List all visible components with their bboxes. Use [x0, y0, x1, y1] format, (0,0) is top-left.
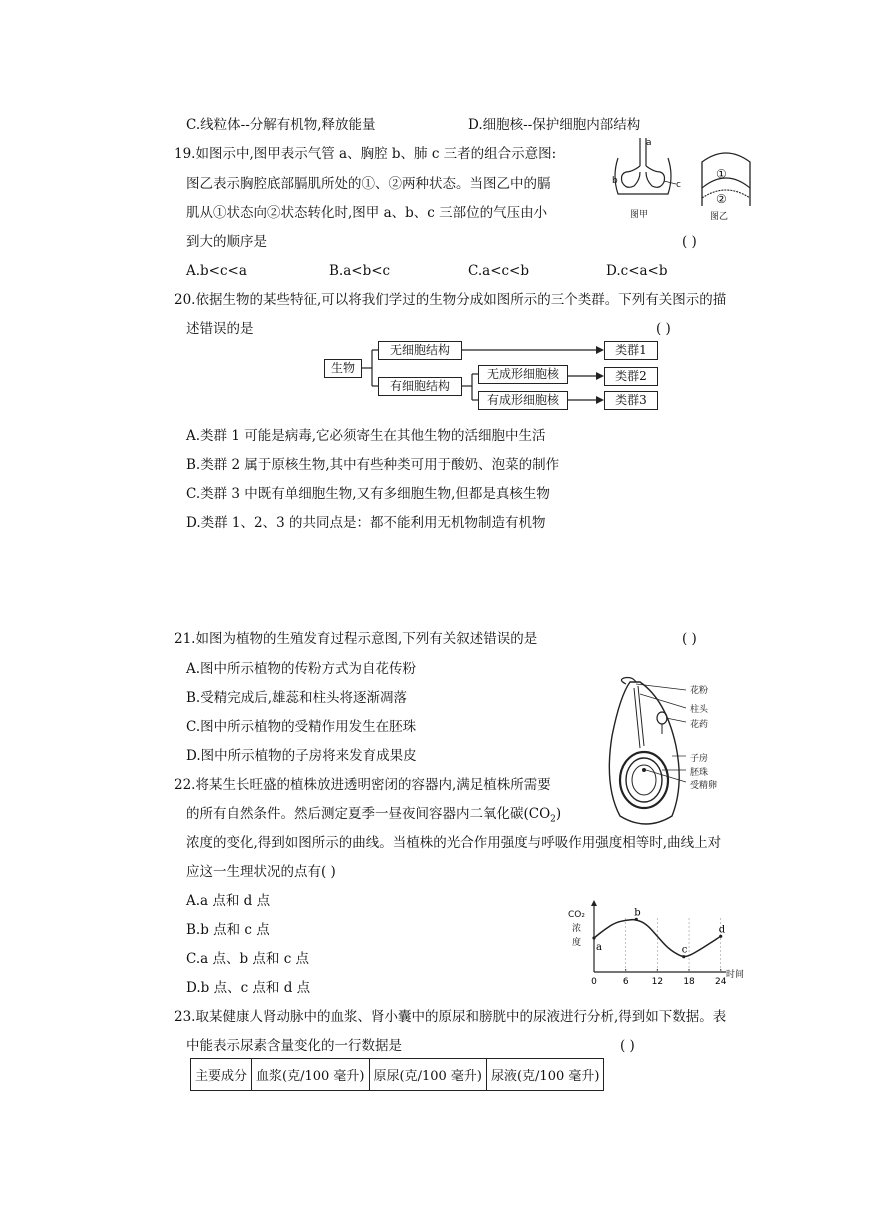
- node-organism: 生物: [324, 359, 362, 378]
- y-axis-arrow: [591, 900, 597, 906]
- x-tick-label: 18: [683, 977, 695, 987]
- table-header: 尿液(克/100 毫升): [486, 1059, 603, 1091]
- q20-line2: 述错误的是: [186, 321, 254, 337]
- q21-answer-bracket: ( ): [682, 631, 697, 647]
- node-no-nucleus: 无成形细胞核: [478, 365, 568, 384]
- label-b: b: [612, 176, 618, 186]
- q19-option-b: B.a<b<c: [329, 263, 391, 279]
- table-header-row: [191, 1059, 604, 1091]
- chart-xlabel: 时间: [726, 970, 745, 980]
- q21-option-c: C.图中所示植物的受精作用发生在胚珠: [186, 719, 417, 735]
- q22-option-c: C.a 点、b 点和 c 点: [186, 951, 310, 967]
- q19-option-d: D.c<a<b: [606, 263, 668, 279]
- data-point-a: [592, 936, 595, 939]
- node-no-cell-structure: 无细胞结构: [378, 341, 462, 360]
- q22-line2: 的所有自然条件。然后测定夏季一昼夜间容器内二氧化碳$(CO_2)$: [186, 806, 562, 825]
- q22-option-a: A.a 点和 d 点: [186, 893, 271, 909]
- node-nucleus: 有成形细胞核: [478, 391, 568, 410]
- q18-option-d: D.细胞核--保护细胞内部结构: [468, 117, 641, 133]
- chart-ylabel-nong: 浓: [572, 924, 582, 934]
- q22-option-b: B.b 点和 c 点: [186, 922, 270, 938]
- q22-line3: 浓度的变化,得到如图所示的曲线。当植株的光合作用强度与呼吸作用强度相等时,曲线上对: [186, 835, 722, 851]
- q19-line3: 肌从①状态向②状态转化时,图甲 a、b、c 三部位的气压由小: [186, 205, 548, 221]
- group-2: 类群2: [604, 367, 658, 386]
- q19-option-a: A.b<c<a: [186, 263, 247, 279]
- q19-answer-bracket: ( ): [682, 234, 697, 250]
- node-cell-structure: 有细胞结构: [378, 377, 462, 396]
- q19-line4: 到大的顺序是: [186, 234, 267, 250]
- urine-table: [190, 1058, 604, 1091]
- fig-jia-caption: 图甲: [630, 210, 649, 220]
- x-tick-label: 24: [714, 977, 727, 987]
- q19-option-c: C.a<c<b: [468, 263, 530, 279]
- data-label-d: d: [718, 924, 726, 936]
- x-tick-label: 0: [591, 977, 597, 987]
- q22-option-d: D.b 点、c 点和 d 点: [186, 980, 311, 996]
- q21-line1: 21.如图为植物的生殖发育过程示意图,下列有关叙述错误的是: [174, 631, 538, 647]
- q20-line1: 20.依据生物的某些特征,可以将我们学过的生物分成如图所示的三个类群。下列有关图示的描: [174, 292, 727, 308]
- table-header: 原尿(克/100 毫升): [369, 1059, 486, 1091]
- label-stigma: 柱头: [690, 705, 709, 715]
- q18-option-c: C.线粒体--分解有机物,释放能量: [186, 117, 376, 133]
- label-ovule: 胚珠: [690, 768, 709, 778]
- label-c: c: [676, 180, 681, 190]
- table-header: 血浆(克/100 毫升): [252, 1059, 369, 1091]
- group-3: 类群3: [604, 391, 658, 410]
- data-label-b: b: [634, 907, 641, 919]
- chart-ylabel-co2: CO₂: [568, 910, 585, 920]
- x-tick-label: 6: [622, 977, 629, 987]
- label-ovary: 子房: [690, 754, 709, 764]
- q20-option-c: C.类群 3 中既有单细胞生物,又有多细胞生物,但都是真核生物: [186, 486, 550, 502]
- q22-line4: 应这一生理状况的点有( ): [186, 864, 336, 880]
- q21-option-b: B.受精完成后,雄蕊和柱头将逐渐凋落: [186, 690, 408, 706]
- q21-option-a: A.图中所示植物的传粉方式为自花传粉: [186, 661, 417, 677]
- fig-yi-caption: 图乙: [710, 212, 729, 222]
- q19-line2: 图乙表示胸腔底部膈肌所处的①、②两种状态。当图乙中的膈: [186, 176, 551, 192]
- group-1: 类群1: [604, 341, 658, 360]
- data-label-c: c: [681, 944, 688, 956]
- data-label-a: a: [596, 942, 602, 953]
- label-a: a: [646, 138, 652, 148]
- q23-line1: 23.取某健康人肾动脉中的血浆、肾小囊中的原尿和膀胱中的尿液进行分析,得到如下数据。表: [174, 1009, 727, 1025]
- table-header: 主要成分: [191, 1059, 252, 1091]
- q20-option-b: B.类群 2 属于原核生物,其中有些种类可用于酸奶、泡菜的制作: [186, 457, 560, 473]
- q21-option-d: D.图中所示植物的子房将来发育成果皮: [186, 748, 417, 764]
- x-tick-label: 12: [651, 977, 664, 987]
- q20-option-a: A.类群 1 可能是病毒,它必须寄生在其他生物的活细胞中生活: [186, 428, 546, 444]
- q20-option-d: D.类群 1、2、3 的共同点是：都不能利用无机物制造有机物: [186, 515, 546, 531]
- q23-line2: 中能表示尿素含量变化的一行数据是: [186, 1038, 402, 1054]
- label-anther: 花药: [690, 720, 709, 730]
- q20-answer-bracket: ( ): [656, 321, 671, 337]
- q23-answer-bracket: ( ): [620, 1038, 635, 1054]
- state-1: ①: [716, 167, 727, 181]
- q22-line1: 22.将某生长旺盛的植株放进透明密闭的容器内,满足植株所需要: [174, 777, 551, 793]
- q19-line1: 19.如图示中,图甲表示气管 a、胸腔 b、肺 c 三者的组合示意图:: [174, 146, 557, 162]
- label-pollen: 花粉: [690, 686, 709, 696]
- state-2: ②: [716, 192, 727, 206]
- label-zygote: 受精卵: [690, 781, 718, 791]
- chart-ylabel-du: 度: [572, 938, 582, 948]
- pistil-diagram: [600, 676, 692, 832]
- co2-chart: [586, 900, 746, 990]
